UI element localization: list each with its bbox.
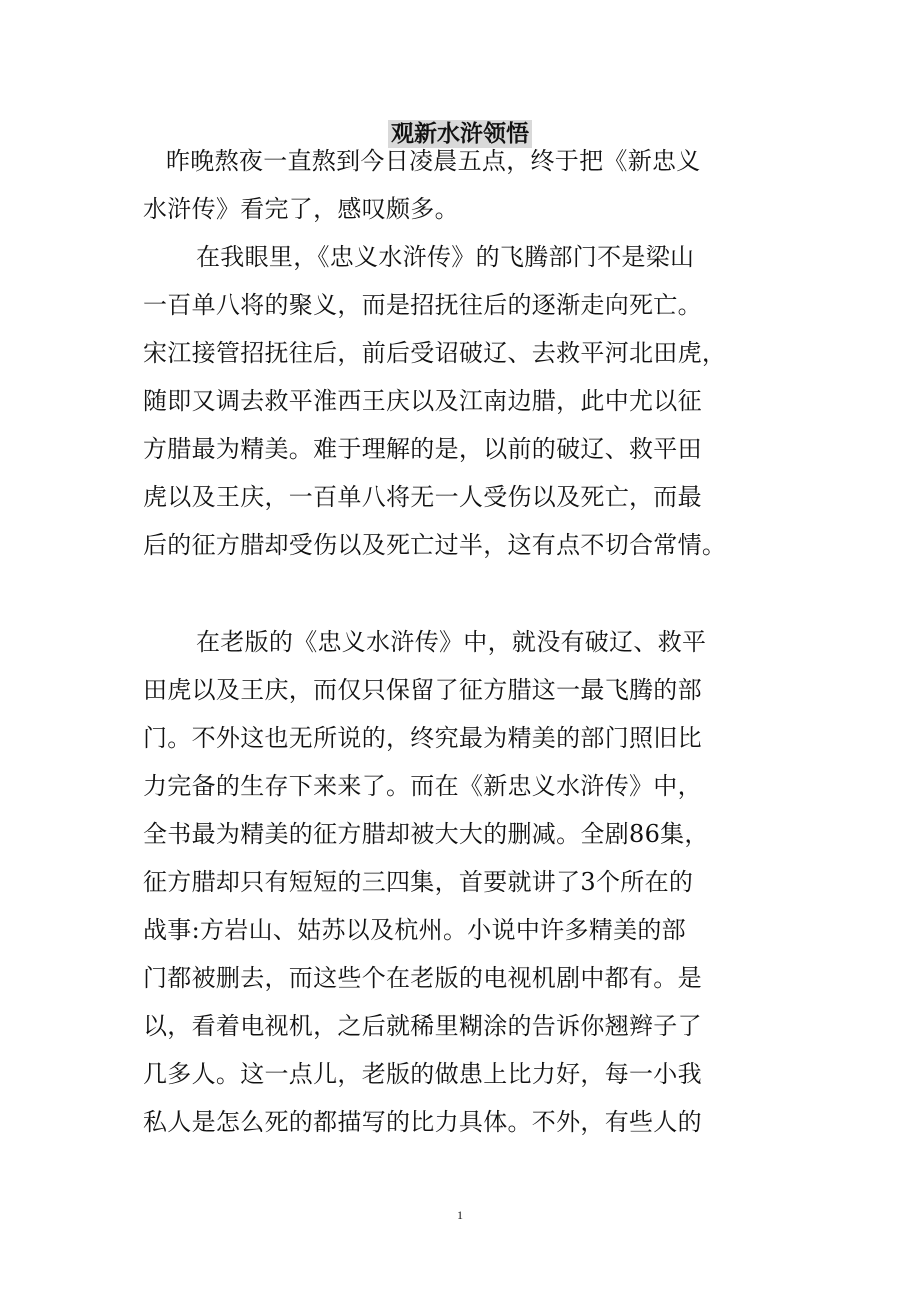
text-line: 方腊最为精美。难于理解的是，以前的破辽、救平田 xyxy=(143,435,702,463)
text-line: 随即又调去救平淮西王庆以及江南边腊，此中尤以征 xyxy=(143,387,702,415)
text-line: 在我眼里，《忠义水浒传》的飞腾部门不是梁山 xyxy=(196,243,695,271)
text-line: 虎以及王庆，一百单八将无一人受伤以及死亡，而最 xyxy=(143,483,702,511)
text-line: 征方腊却只有短短的三四集，首要就讲了3个所在的 xyxy=(143,868,694,896)
text-line: 全书最为精美的征方腊却被大大的删减。全剧86集， xyxy=(143,820,709,848)
page-number: 1 xyxy=(457,1208,463,1222)
text-line: 水浒传》看完了，感叹颇多。 xyxy=(143,195,459,223)
text-line: 门都被删去，而这些个在老版的电视机剧中都有。是 xyxy=(143,964,702,992)
text-line: 门。不外这也无所说的，终究最为精美的部门照旧比 xyxy=(143,724,702,752)
text-line: 后的征方腊却受伤以及死亡过半，这有点不切合常情。 xyxy=(143,531,727,559)
text-line: 私人是怎么死的都描写的比力具体。不外，有些人的 xyxy=(143,1108,702,1136)
text-line: 昨晚熬夜一直熬到今日凌晨五点，终于把《新忠义 xyxy=(166,147,701,175)
text-line: 田虎以及王庆，而仅只保留了征方腊这一最飞腾的部 xyxy=(143,676,702,704)
text-line: 几多人。这一点儿，老版的做患上比力好，每一小我 xyxy=(143,1060,702,1088)
text-line: 以，看着电视机，之后就稀里糊涂的告诉你翘辫子了 xyxy=(143,1012,702,1040)
text-line: 宋江接管招抚往后，前后受诏破辽、去救平河北田虎， xyxy=(143,339,727,367)
title-text: 观新水浒领悟 xyxy=(388,120,532,148)
text-line: 在老版的《忠义水浒传》中，就没有破辽、救平 xyxy=(196,628,707,656)
text-line: 力完备的生存下来来了。而在《新忠义水浒传》中， xyxy=(143,772,702,800)
text-line: 战事:方岩山、姑苏以及杭州。小说中许多精美的部 xyxy=(143,916,686,944)
document-title xyxy=(0,119,920,149)
text-line: 一百单八将的聚义，而是招抚往后的逐渐走向死亡。 xyxy=(143,291,702,319)
